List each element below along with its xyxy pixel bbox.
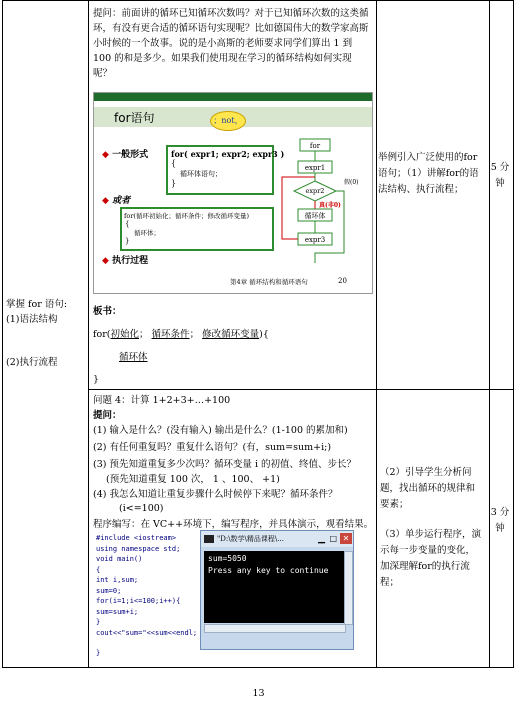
code-block — [96, 533, 206, 659]
console-title: "D:\数学\精品课程\... — [217, 535, 284, 543]
slide-label-exec — [102, 253, 148, 266]
label-text: 一般形式 — [112, 150, 149, 160]
q1: (1) 输入是什么？(没有输入) 输出是什么？(1-100 的累加和) — [93, 425, 348, 436]
bullet-icon: ◆ — [102, 196, 109, 206]
flow-label: expr3 — [304, 236, 326, 244]
brace-close: } — [125, 237, 130, 245]
code-line: using namespace std; — [96, 544, 181, 553]
syntax-body: 循环体语句； — [180, 170, 222, 178]
slide-bubble: ；not， — [210, 111, 246, 131]
board-cond: 循环条件 — [151, 329, 190, 340]
code-line: sum=0; — [96, 586, 122, 595]
syntax-box — [166, 145, 285, 195]
slide-page: 20 — [338, 277, 347, 285]
vertical-scrollbar[interactable] — [344, 551, 353, 625]
console-app-icon — [204, 535, 214, 543]
board-close: ){ — [259, 329, 269, 340]
page-number: 13 — [252, 688, 265, 699]
code-line: void main() — [96, 555, 143, 563]
label-text: 或者 — [112, 196, 131, 206]
slide-header-band — [94, 93, 372, 101]
board-title: 板书： — [93, 306, 122, 317]
code-line: int i,sum; — [96, 576, 139, 584]
col-divider — [489, 1, 490, 667]
label-text: 执行过程 — [112, 256, 149, 266]
console-titlebar — [201, 531, 353, 547]
maximize-icon[interactable]: □ — [329, 534, 337, 543]
ask-label: 提问： — [93, 410, 122, 421]
code-line: cout<<"sum="<<sum<<endl; — [96, 628, 198, 637]
board-sep: ； — [139, 329, 149, 340]
brace-close: } — [171, 179, 177, 188]
board-init: 初始化 — [110, 329, 139, 340]
method-3: （3）单步运行程序，演示每一步变量的变化，加深理解for的执行流程； — [380, 529, 482, 588]
console-line: sum=5050 — [208, 554, 247, 563]
objective-item-flow: (2)执行流程 — [6, 357, 58, 368]
board-body: 循环体 — [119, 352, 148, 363]
board-sep: ； — [189, 329, 200, 340]
code-line: } — [96, 618, 101, 626]
board-end: } — [93, 374, 100, 385]
syntax-line: for( expr1; expr2; expr3 ) — [171, 149, 285, 159]
brace-open: { — [171, 159, 177, 168]
code-line: for(i=1;i<=100;i++){ — [96, 597, 181, 605]
console-window — [200, 530, 354, 650]
alt-syntax-box — [120, 207, 274, 251]
time-1: 5 分钟 — [490, 162, 510, 189]
objective-heading: 掌握 for 语句: — [6, 299, 68, 310]
objective-item-syntax: (1)语法结构 — [6, 314, 58, 325]
slide-label-or — [102, 193, 130, 206]
board-for: for( — [93, 329, 111, 340]
code-line: sum=sum+i; — [96, 607, 139, 616]
problem-title: 问题 4：计算 1+2+3+…+100 — [93, 395, 231, 406]
flow-label: expr1 — [304, 164, 326, 172]
true-label: 真(非0) — [319, 202, 341, 209]
row-divider — [89, 389, 513, 390]
slide-image — [93, 92, 373, 294]
method-2: （2）引导学生分析问题，找出循环的规律和要素； — [380, 467, 476, 510]
q4-answer: (i<=100) — [119, 503, 164, 514]
program-note: 程序编写：在 VC++环境下，编写程序，并具体演示，观看结果。 — [93, 519, 374, 530]
alt-syntax-line: for(循环初始化；循环条件；修改循环变量) — [124, 212, 249, 220]
console-line: Press any key to continue — [208, 566, 329, 575]
code-line — [96, 638, 206, 648]
close-icon[interactable]: ✕ — [340, 533, 352, 544]
slide-label-general — [102, 147, 148, 160]
brace-open: { — [125, 220, 130, 228]
q3-answer: (预先知道重复 100 次， 1 、100、 +1) — [106, 474, 280, 485]
code-line: } — [96, 649, 101, 657]
console-screen — [204, 551, 344, 623]
method-1: 举例引入广泛使用的for语句；（1）讲解for的语法结构、执行流程； — [378, 152, 479, 195]
slide-title: for语句 — [114, 111, 155, 125]
time-2: 3 分钟 — [490, 507, 510, 534]
col-divider — [376, 1, 377, 667]
code-line: #include <iostream> — [96, 534, 177, 542]
slide-footer: 第4章 循环结构和循环语句 — [230, 278, 308, 286]
false-label: 假(0) — [344, 179, 359, 186]
q4: (4) 我怎么知道让重复步骤什么时候停下来呢？循环条件？ — [93, 489, 338, 500]
question-text: 提问：前面讲的循环已知循环次数吗？对于已知循环次数的这类循环，有没有更合适的循环语句实现呢？比如德国伟大的数学家高斯小时候的一个故事。说的是小高斯的老师要求同学们算出 1 到 100 的和是多少。如果我们使用现在学习的循环结构如何实现呢？ — [93, 8, 369, 79]
q3: (3) 预先知道重复多少次吗？循环变量 i 的初值、终值、步长？ — [93, 459, 357, 470]
bullet-icon: ◆ — [102, 256, 109, 266]
bullet-icon: ◆ — [102, 150, 109, 160]
board-for-line — [93, 328, 269, 342]
flow-label: 循环体 — [304, 212, 326, 220]
alt-body: 循环体； — [134, 229, 160, 237]
q2: (2) 有任何重复吗？重复什么语句？(有，sum=sum+i;) — [93, 442, 332, 453]
horizontal-scrollbar[interactable] — [204, 624, 346, 633]
flow-label: expr2 — [305, 187, 325, 195]
flowchart — [274, 137, 370, 269]
board-mod: 修改循环变量 — [202, 329, 260, 340]
minimize-icon[interactable]: ▁ — [318, 534, 325, 544]
code-line: { — [96, 565, 101, 574]
flow-label: for — [309, 142, 321, 150]
col-divider — [88, 1, 89, 667]
